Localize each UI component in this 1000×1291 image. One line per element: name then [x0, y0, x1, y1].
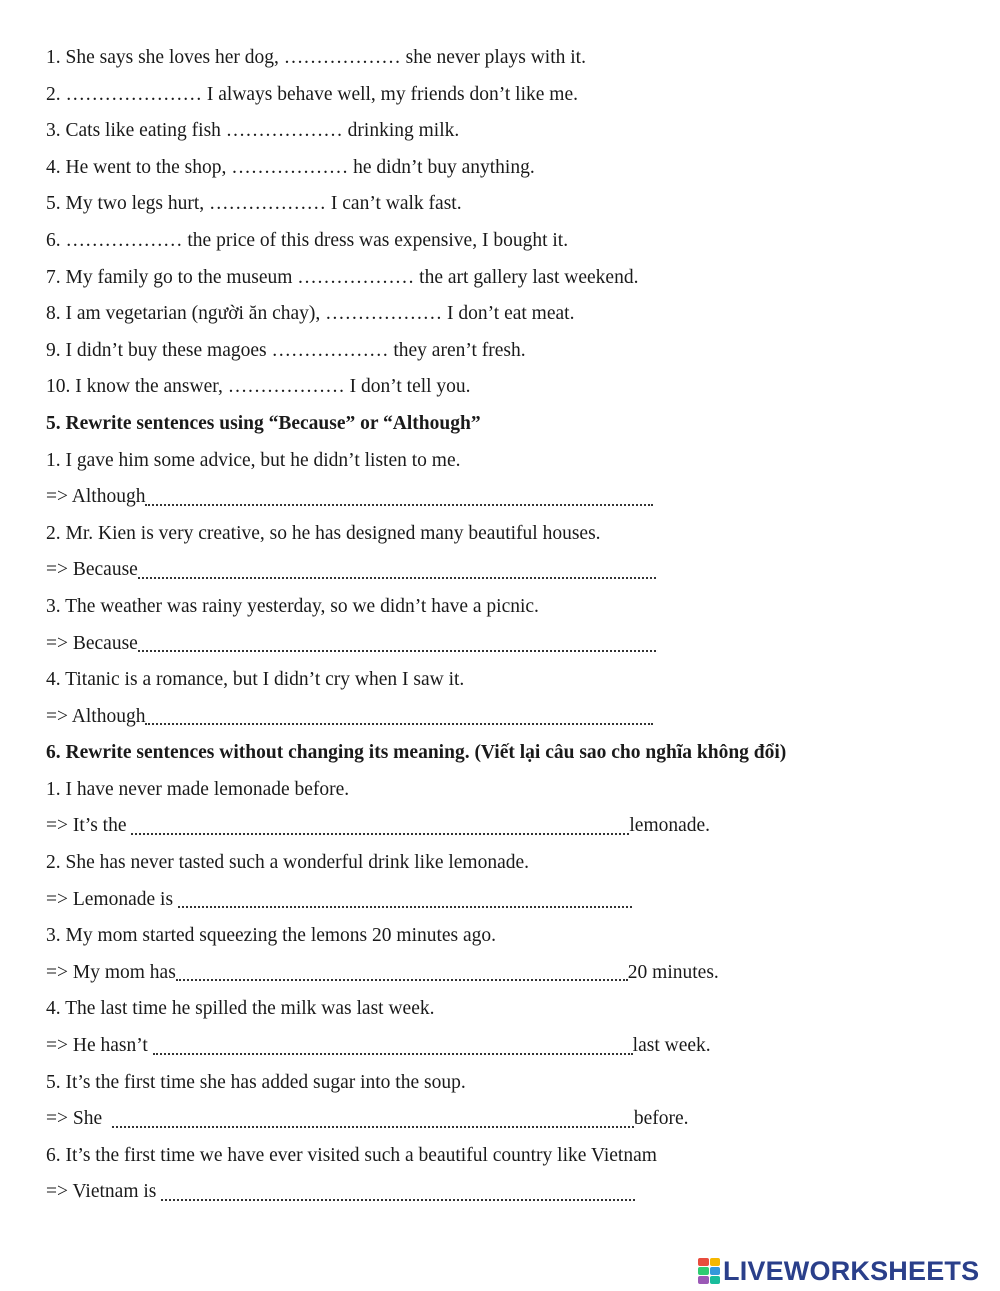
ex6-answer-2	[46, 882, 966, 919]
answer-prompt: => It’s the	[46, 815, 132, 837]
ex6-sentence-6: 6. It’s the first time we have ever visited such a beautiful country like Vietnam	[46, 1144, 657, 1166]
ex6-sentence-3: 3. My mom started squeezing the lemons 20 minutes ago.	[46, 925, 497, 947]
ex6-sentence-1: 1. I have never made lemonade before.	[46, 778, 350, 800]
answer-blank[interactable]	[138, 638, 656, 652]
ex6-sentence-2: 2. She has never tasted such a wonderful drink like lemonade.	[46, 852, 530, 874]
worksheet-page	[46, 40, 966, 1211]
ex5-answer-3	[46, 626, 966, 663]
answer-prompt: => Because	[46, 559, 138, 581]
ex4-item-4: 4. He went to the shop, ……………… he didn’t buy anything.	[46, 156, 535, 178]
answer-suffix: 20 minutes.	[627, 961, 719, 983]
answer-prompt: => Although	[46, 705, 146, 727]
answer-blank[interactable]	[138, 565, 656, 579]
ex6-answer-6	[46, 1174, 966, 1211]
answer-blank[interactable]	[176, 967, 628, 981]
liveworksheets-logo[interactable]	[698, 1254, 979, 1288]
answer-prompt: => He hasn’t	[46, 1035, 153, 1057]
ex6-heading: 6. Rewrite sentences without changing its meaning. (Viết lại câu sao cho nghĩa không đổi)	[46, 742, 787, 764]
answer-prompt: => Vietnam is	[46, 1181, 162, 1203]
ex4-item-2: 2. ………………… I always behave well, my friends don’t like me.	[46, 83, 578, 105]
answer-blank[interactable]	[112, 1114, 634, 1128]
ex5-sentence-1: 1. I gave him some advice, but he didn’t listen to me.	[46, 449, 461, 471]
ex6-answer-3	[46, 955, 966, 992]
ex4-item-10: 10. I know the answer, ……………… I don’t tell you.	[46, 376, 471, 398]
answer-blank[interactable]	[178, 894, 632, 908]
ex5-sentence-4: 4. Titanic is a romance, but I didn’t cry when I saw it.	[46, 669, 465, 691]
ex6-sentence-5: 5. It’s the first time she has added sugar into the soup.	[46, 1071, 466, 1093]
logo-text: LIVEWORKSHEETS	[723, 1255, 980, 1286]
ex5-answer-1	[46, 479, 966, 516]
ex5-sentence-2: 2. Mr. Kien is very creative, so he has designed many beautiful houses.	[46, 522, 601, 544]
ex6-answer-5	[46, 1101, 966, 1138]
liveworksheets-logo-icon	[698, 1258, 720, 1284]
ex4-item-6: 6. ……………… the price of this dress was expensive, I bought it.	[46, 229, 569, 251]
ex4-item-3: 3. Cats like eating fish ……………… drinking milk.	[46, 120, 460, 142]
ex4-item-8: 8. I am vegetarian (người ăn chay), ……………… I don’t eat meat.	[46, 303, 575, 325]
answer-prompt: => My mom has	[46, 961, 176, 983]
ex6-answer-1	[46, 808, 966, 845]
ex5-answer-2	[46, 552, 966, 589]
ex6-sentence-4: 4. The last time he spilled the milk was last week.	[46, 998, 435, 1020]
ex4-item-5: 5. My two legs hurt, ……………… I can’t walk fast.	[46, 193, 462, 215]
answer-prompt: => Lemonade is	[46, 888, 178, 910]
answer-suffix: last week.	[632, 1035, 711, 1057]
answer-prompt: => Because	[46, 632, 138, 654]
ex4-item-7: 7. My family go to the museum ……………… the art gallery last weekend.	[46, 266, 639, 288]
answer-blank[interactable]	[145, 492, 653, 506]
ex4-item-1: 1. She says she loves her dog, ……………… she never plays with it.	[46, 47, 586, 68]
answer-prompt: => Although	[46, 486, 146, 508]
answer-suffix: lemonade.	[629, 815, 711, 837]
answer-blank[interactable]	[161, 1187, 635, 1201]
ex4-item-9: 9. I didn’t buy these magoes ……………… they aren’t fresh.	[46, 339, 526, 361]
answer-blank[interactable]	[145, 711, 653, 725]
ex6-answer-4	[46, 1028, 966, 1065]
ex5-heading: 5. Rewrite sentences using “Because” or “Although”	[46, 412, 481, 434]
answer-blank[interactable]	[153, 1041, 633, 1055]
ex5-answer-4	[46, 699, 966, 736]
answer-suffix: before.	[633, 1108, 689, 1130]
answer-prompt: => She	[46, 1108, 112, 1130]
ex5-sentence-3: 3. The weather was rainy yesterday, so we didn’t have a picnic.	[46, 595, 539, 617]
answer-blank[interactable]	[131, 821, 629, 835]
